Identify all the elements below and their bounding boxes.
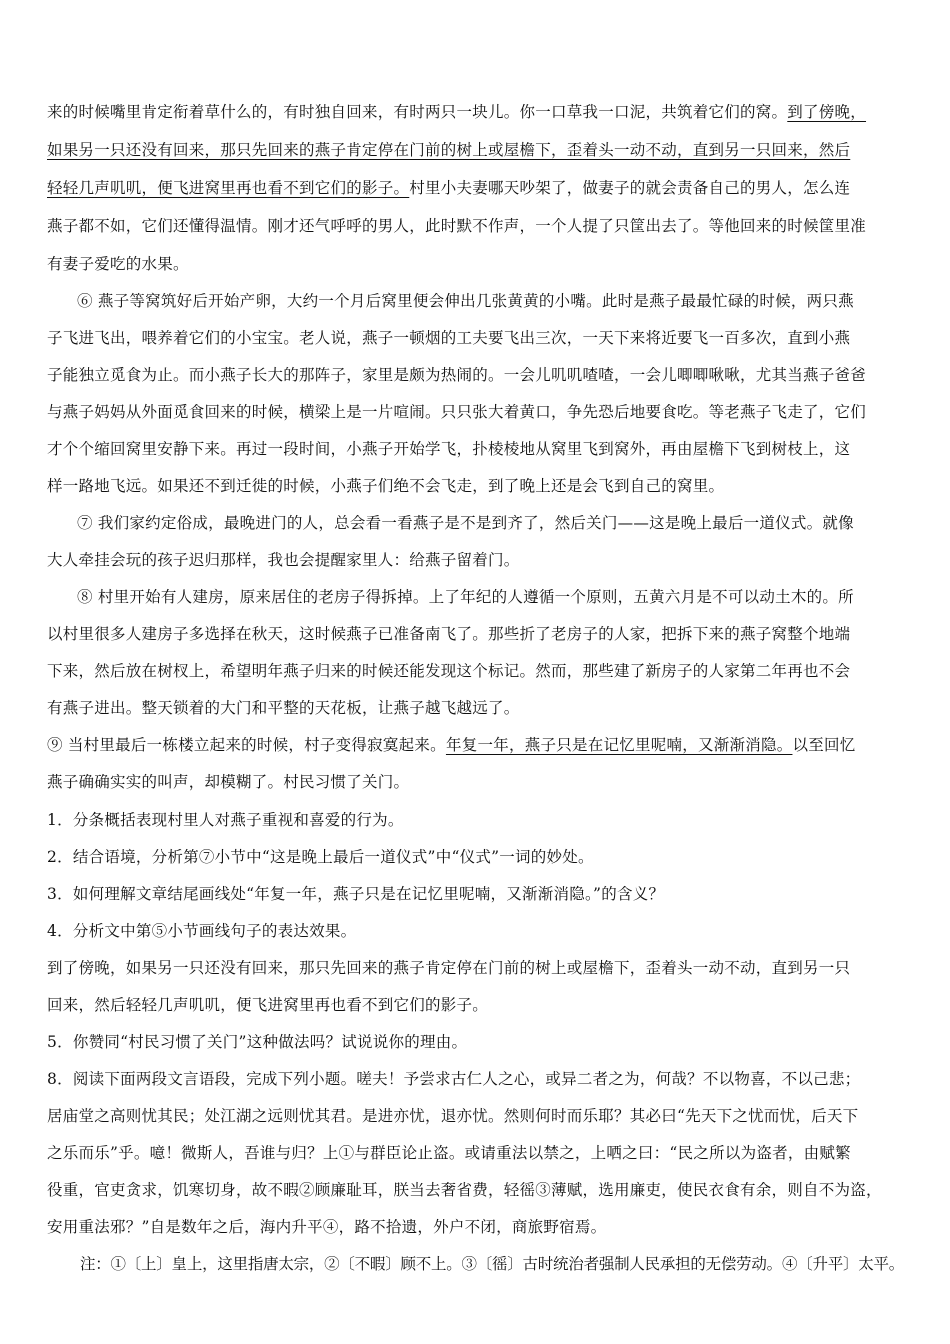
question-2: 2．结合语境，分析第⑦小节中“这是晚上最后一道仪式”中“仪式”一词的妙处。: [47, 848, 594, 866]
paragraph-8-start: ⑧ 村里开始有人建房，原来居住的老房子得拆掉。上了年纪的人遵循一个原则，五黄六月是不可以动土木的。所: [77, 588, 854, 606]
text-line: [47, 176, 850, 198]
text-line: 有妻子爱吃的水果。: [47, 255, 189, 273]
text-line: 燕子确确实实的叫声，却模糊了。村民习惯了关门。: [47, 773, 410, 791]
text-line: 与燕子妈妈从外面觅食回来的时候，横梁上是一片喧闹。只只张大着黄口，争先恐后地要食吃。等老燕子飞走了，它们: [47, 403, 867, 421]
text-line: 下来，然后放在树杈上，希望明年燕子归来的时候还能发现这个标记。然而，那些建了新房子的人家第二年再也不会: [47, 662, 851, 680]
paragraph-6-start: ⑥ 燕子等窝筑好后开始产卵，大约一个月后窝里便会伸出几张黄黄的小嘴。此时是燕子最最忙碌的时候，两只燕: [77, 292, 854, 310]
text-line: 子飞进飞出，喂养着它们的小宝宝。老人说，燕子一顿烟的工夫要飞出三次，一天下来将近要飞一百多次，直到小燕: [47, 329, 851, 347]
text-line: 燕子都不如，它们还懂得温情。刚才还气呼呼的男人，此时默不作声，一个人提了只筐出去了。等他回来的时候筐里准: [47, 217, 867, 235]
classical-text-line: 之乐而乐”乎。噫！微斯人，吾谁与归？上①与群臣论止盗。或请重法以禁之，上哂之曰：“民之所以为盗者，由赋繁: [47, 1144, 851, 1162]
classical-text-line: 役重，官吏贪求，饥寒切身，故不暇②顾廉耻耳，朕当去奢省费，轻徭③薄赋，选用廉吏，使民衣食有余，则自不为盗，: [47, 1181, 882, 1199]
question-4-sentence: 回来，然后轻轻几声叽叽，便飞进窝里再也看不到它们的影子。: [47, 996, 489, 1014]
paragraph-9-start: [47, 733, 855, 755]
text-line: [47, 100, 866, 122]
classical-text-line: 居庙堂之高则忧其民；处江湖之远则忧其君。是进亦忧，退亦忧。然则何时而乐耶？其必曰“先天下之忧而忧，后天下: [47, 1107, 859, 1125]
question-4-sentence: 到了傍晚，如果另一只还没有回来，那只先回来的燕子肯定停在门前的树上或屋檐下，歪着头一动不动，直到另一只: [47, 959, 851, 977]
text-line: 样一路地飞远。如果还不到迁徙的时候，小燕子们绝不会飞走，到了晚上还是会飞到自己的窝里。: [47, 477, 725, 495]
annotation-note: 注：①〔上〕皇上，这里指唐太宗，②〔不暇〕顾不上。③〔徭〕古时统治者强制人民承担的无偿劳动。④〔升平〕太平。: [80, 1255, 905, 1273]
text-segment: 来的时候嘴里肯定衔着草什么的，有时独自回来，有时两只一块儿。你一口草我一口泥，共筑着它们的窝。: [47, 103, 788, 121]
paragraph-7-start: ⑦ 我们家约定俗成，最晚进门的人，总会看一看燕子是不是到齐了，然后关门——这是晚上最后一道仪式。就像: [77, 514, 854, 532]
question-1: 1．分条概括表现村里人对燕子重视和喜爱的行为。: [47, 811, 404, 829]
question-5: 5．你赞同“村民习惯了关门”这种做法吗？试说说你的理由。: [47, 1033, 468, 1051]
text-line: 以村里很多人建房子多选择在秋天，这时候燕子已准备南飞了。那些折了老房子的人家，把拆下来的燕子窝整个地端: [47, 625, 851, 643]
question-8: 8．阅读下面两段文言语段，完成下列小题。嗟夫！予尝求古仁人之心，或异二者之为，何哉？不以物喜，不以己悲；: [47, 1070, 861, 1088]
question-3: 3．如何理解文章结尾画线处“年复一年，燕子只是在记忆里呢喃，又渐渐消隐。”的含义？: [47, 885, 665, 903]
text-line: 大人牵挂会玩的孩子迟归那样，我也会提醒家里人：给燕子留着门。: [47, 551, 520, 569]
text-line: 有燕子进出。整天锁着的大门和平整的天花板，让燕子越飞越远了。: [47, 699, 520, 717]
underlined-text-line: 如果另一只还没有回来，那只先回来的燕子肯定停在门前的树上或屋檐下，歪着头一动不动，直到另一只回来，然后: [47, 141, 851, 159]
classical-text-line: 安用重法邪？”自是数年之后，海内升平④，路不拾遗，外户不闭，商旅野宿焉。: [47, 1218, 607, 1236]
text-segment: ⑨ 当村里最后一栋楼立起来的时候，村子变得寂寞起来。: [47, 736, 446, 754]
text-line: 子能独立觅食为止。而小燕子长大的那阵子，家里是颇为热闹的。一会儿叽叽喳喳，一会儿唧唧啾啾，尤其当燕子爸爸: [47, 366, 867, 384]
underlined-text: 到了傍晚，: [787, 103, 867, 121]
text-segment: 以至回忆: [792, 736, 856, 754]
underlined-text: 年复一年，燕子只是在记忆里呢喃，又渐渐消隐。: [445, 736, 793, 754]
text-segment: 村里小夫妻哪天吵架了，做妻子的就会责备自己的男人，怎么连: [409, 179, 851, 197]
question-4: 4．分析文中第⑤小节画线句子的表达效果。: [47, 922, 357, 940]
underlined-text: 轻轻几声叽叽，便飞进窝里再也看不到它们的影子。: [47, 179, 410, 197]
text-line: 才个个缩回窝里安静下来。再过一段时间，小燕子开始学飞，扑棱棱地从窝里飞到窝外，再由屋檐下飞到树枝上，这: [47, 440, 851, 458]
